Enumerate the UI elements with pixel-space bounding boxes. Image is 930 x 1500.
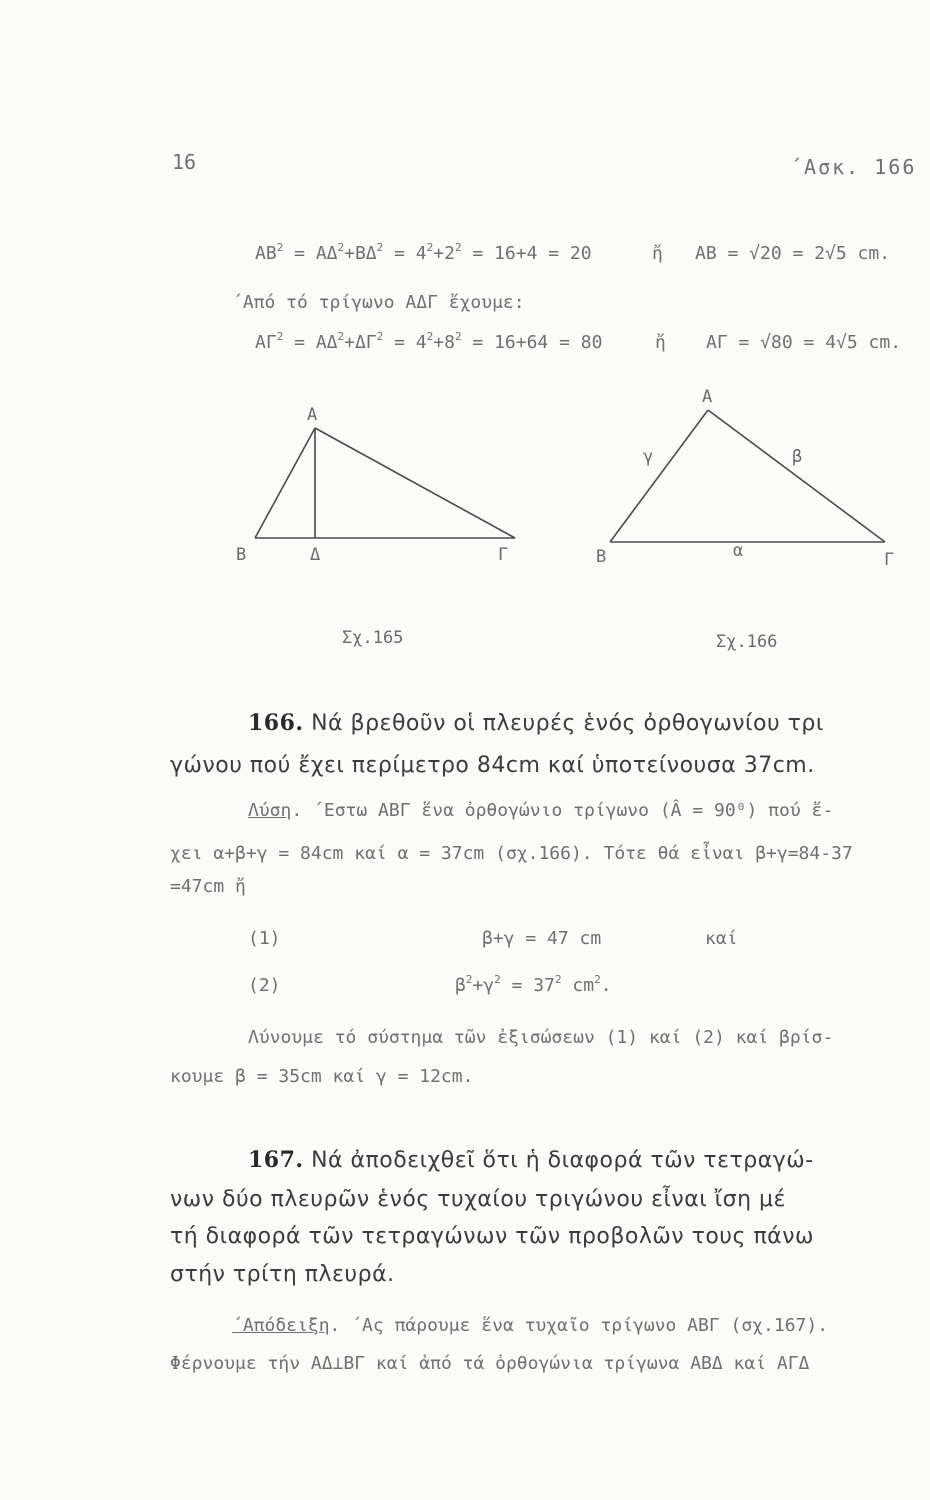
side-beta-label: β xyxy=(792,447,803,467)
figure-caption: Σχ.166 xyxy=(716,632,778,652)
side-alpha-label: α xyxy=(733,541,744,561)
page-number: 16 xyxy=(172,150,197,174)
vertex-g-label: Γ xyxy=(498,545,509,565)
solution-label: Λύση xyxy=(248,800,292,821)
equation-2: $\beta^2+\gamma^2 = 37^2$ $cm^2$. xyxy=(455,973,612,996)
side-gamma-label: γ xyxy=(643,447,654,467)
side-ba xyxy=(610,410,708,542)
figure-165 xyxy=(255,428,515,538)
solution-line: Λύνουμε τό σύστημα τῶν ἐξισώσεων (1) καί (2) καί βρίσ- xyxy=(248,1027,834,1048)
figures-svg xyxy=(0,0,930,700)
exercise-number: 167. xyxy=(248,1147,304,1173)
equation-ag: $A\Gamma^2 = A\Delta^2+\Delta\Gamma^2 = 4^2+8^2 = 16+64 = 80$ xyxy=(255,330,603,353)
text-line: ΄Από τό τρίγωνο ΑΔΓ ἔχουμε: xyxy=(232,292,525,313)
vertex-a-label: Α xyxy=(702,387,713,407)
side-ag xyxy=(315,428,515,538)
exercise-167-statement: 167. Νά ἀποδειχθεῖ ὅτι ἡ διαφορά τῶν τετραγώ- xyxy=(248,1147,814,1173)
side-ag xyxy=(708,410,885,542)
side-ba xyxy=(255,428,315,538)
result-ab: ΑΒ = √20 = 2√5 cm. xyxy=(695,243,891,264)
and-word: καί xyxy=(705,928,738,949)
exercise-166-statement: 166. Νά βρεθοῦν οἱ πλευρές ἑνός ὀρθογωνίου τρι xyxy=(248,710,824,736)
vertex-a-label: Α xyxy=(307,405,318,425)
equation-1: β+γ = 47 cm xyxy=(482,928,602,949)
statement-line: γώνου πού ἔχει περίμετρο 84cm καί ὑποτείνουσα 37cm. xyxy=(170,753,815,778)
perpendicular-symbol: ⊥ xyxy=(332,1353,344,1374)
figure-166 xyxy=(610,410,885,542)
proof-line: Φέρνουμε τήν ΑΔ⊥ΒΓ καί ἀπό τά ὀρθογώνια τρίγωνα ΑΒΔ καί ΑΓΔ xyxy=(170,1353,810,1374)
proof-label: ΄Απόδειξη xyxy=(232,1315,330,1336)
exercise-number: 166. xyxy=(248,710,304,736)
figure-caption: Σχ.165 xyxy=(342,628,404,648)
equation-ab: $AB^2 = A\Delta^2+B\Delta^2 = 4^2+2^2 = 16+4 = 20$ xyxy=(255,241,592,264)
statement-line: νων δύο πλευρῶν ἑνός τυχαίου τριγώνου εἶναι ἴση μέ xyxy=(170,1187,786,1212)
equation-label: (1) xyxy=(248,928,281,949)
vertex-b-label: Β xyxy=(596,547,607,567)
or-word: ἤ xyxy=(652,243,663,264)
vertex-d-label: Δ xyxy=(310,545,321,565)
proof-line: ΄Απόδειξη. ΄Ας πάρουμε ἕνα τυχαῖο τρίγωνο ΑΒΓ (σχ.167). xyxy=(232,1315,829,1336)
running-head: ΄Ασκ. 166 xyxy=(790,155,917,179)
solution-line: χει α+β+γ = 84cm καί α = 37cm (σχ.166). Τότε θά εἶναι β+γ=84-37 xyxy=(170,843,853,864)
vertex-g-label: Γ xyxy=(884,550,895,570)
solution-line: Λύση. ΄Εστω ΑΒΓ ἕνα ὀρθογώνιο τρίγωνο (Â = 90⁰) πού ἔ- xyxy=(248,800,834,821)
solution-line: κουμε β = 35cm καί γ = 12cm. xyxy=(170,1066,474,1087)
statement-line: στήν τρίτη πλευρά. xyxy=(170,1262,395,1287)
vertex-b-label: Β xyxy=(236,545,247,565)
equation-label: (2) xyxy=(248,975,281,996)
or-word: ἤ xyxy=(655,332,666,353)
result-ag: ΑΓ = √80 = 4√5 cm. xyxy=(706,332,902,353)
solution-line: =47cm ἤ xyxy=(170,876,246,897)
statement-line: τή διαφορά τῶν τετραγώνων τῶν προβολῶν τους πάνω xyxy=(170,1224,814,1249)
